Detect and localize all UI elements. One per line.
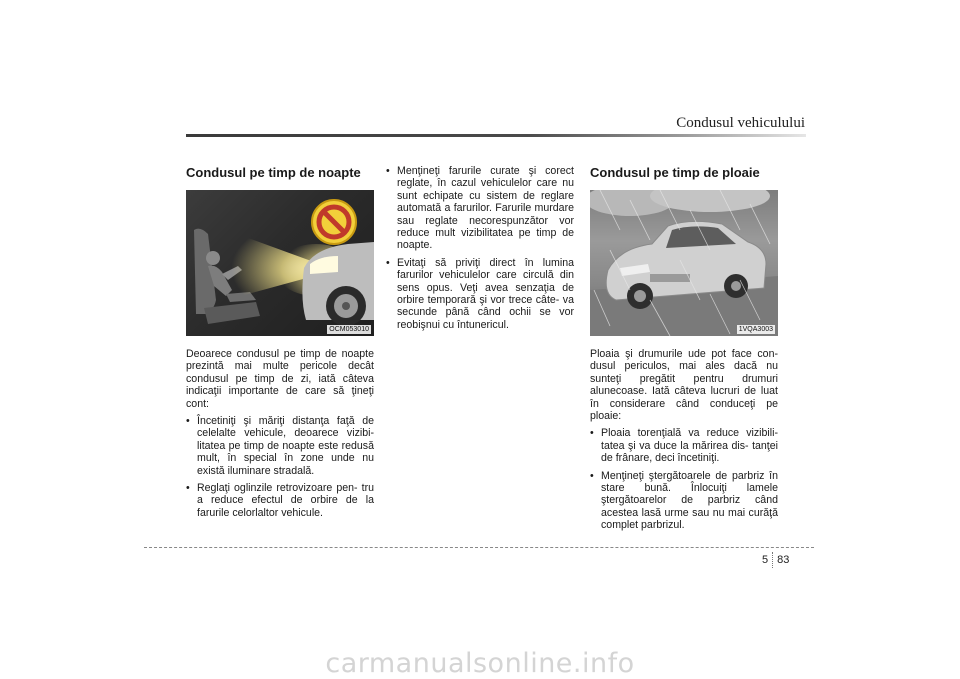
column-rain-driving: [590, 165, 778, 532]
page-number-value: 83: [777, 553, 790, 566]
watermark: carmanualsonline.info: [325, 648, 635, 679]
column-night-driving-continued: [386, 165, 574, 331]
column-night-driving: [186, 165, 374, 519]
figure-code: OCM053010: [329, 326, 369, 333]
bullet-list: [590, 427, 778, 531]
footer-rule: [144, 547, 814, 548]
night-glare-illustration: [186, 190, 374, 336]
bullet-list: [186, 415, 374, 519]
header-rule: [186, 134, 806, 137]
list-item: • Încetiniţi şi măriţi distanţa faţă de celelalte vehicule, deoarece vizibi- litatea pe timp de noapte este redusă mult, în special în zone unde nu există iluminare stradală.: [186, 415, 374, 477]
chapter-number: 5: [762, 553, 769, 566]
page-number-separator: [772, 552, 773, 568]
heading-night-driving: Condusul pe timp de noapte: [186, 165, 361, 180]
intro-paragraph: Ploaia şi drumurile ude pot face con- dusul periculos, mai ales dacă nu sunteţi pregătit pentru drumuri alunecoase. Iată câteva lucruri de luat în considerare când conduceţi pe ploaie:: [590, 348, 778, 423]
figure-night-glare: [186, 190, 374, 336]
figure-code: 1VQA3003: [738, 326, 773, 333]
list-item: • Ploaia torenţială va reduce vizibili- tatea şi va duce la mărirea dis- tanţei de frânare, deci încetiniţi.: [590, 427, 778, 464]
page-number: [762, 552, 789, 568]
list-item: • Evitaţi să priviţi direct în lumina farurilor vehiculelor care circulă din sens opus. Veţi avea senzaţia de orbire temporară şi vor trece câte- va secunde până când ochii se vor reobişnui cu întunericul.: [386, 257, 574, 331]
figure-car-in-rain: [590, 190, 778, 336]
section-title: Condusul vehiculului: [676, 115, 805, 131]
list-item: • Reglaţi oglinzile retrovizoare pen- tru a reduce efectul de orbire de la farurile celorlaltor vehicule.: [186, 482, 374, 519]
list-item: • Menţineţi ştergătoarele de parbriz în stare bună. Înlocuiţi lamele ştergătoarelor de parbriz când acestea lasă urme sau nu mai curăţă complet parbrizul.: [590, 470, 778, 532]
list-item: • Menţineţi farurile curate şi corect reglate, în cazul vehiculelor care nu sunt echipate cu sistem de reglare automată a farurilor. Farurile murdare sau reglate necorespunzător vor reduce mult vizibilitatea pe timp de noapte.: [386, 165, 574, 252]
car-in-rain-illustration: [590, 190, 778, 336]
bullet-list: [386, 165, 574, 331]
intro-paragraph: Deoarece condusul pe timp de noapte prezintă mai multe pericole decât condusul pe timp de zi, iată câteva indicaţii importante de care să ţineţi cont:: [186, 348, 374, 410]
heading-rain-driving: Condusul pe timp de ploaie: [590, 165, 760, 180]
